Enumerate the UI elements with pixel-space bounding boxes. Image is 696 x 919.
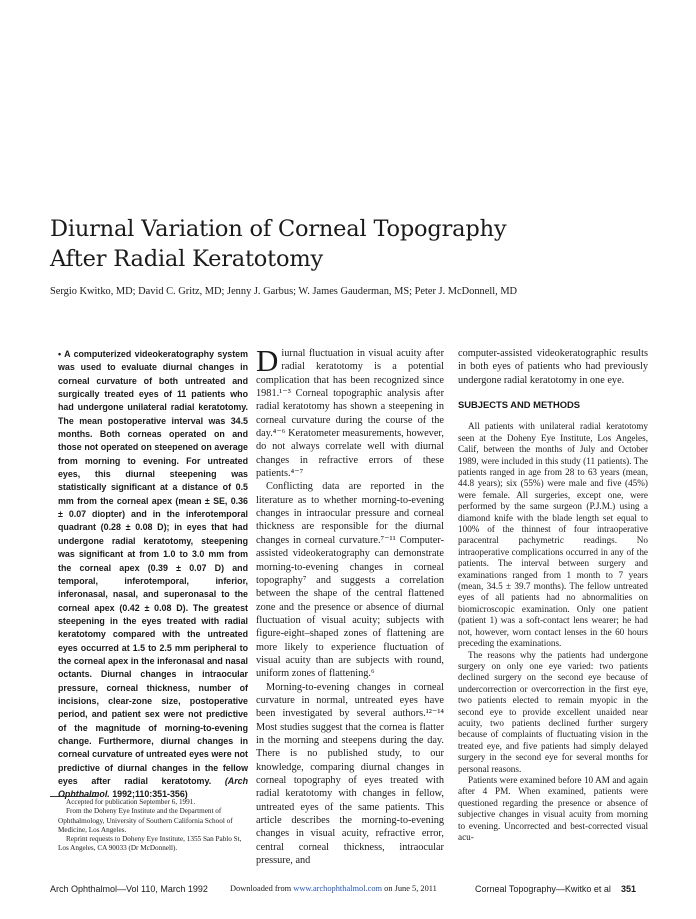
article-title	[50, 214, 650, 274]
article-title-line-2: After Radial Keratotomy	[50, 246, 323, 272]
download-link[interactable]: www.archophthalmol.com	[293, 884, 383, 893]
download-prefix: Downloaded from	[230, 884, 294, 893]
intro-paragraph-3: Morning-to-evening changes in corneal curvature in normal, untreated eyes have been investigated by several authors.¹²⁻¹⁴ Most studies suggest that the cornea is flatter in the morning and steepens during the day. There is no published study, to our knowledge, comparing diurnal changes in corneal topography of eyes treated with radial keratotomy with changes in fellow, untreated eyes of the same patients. This article describes the morning-to-evening changes in visual acuity, refractive error, central corneal thickness, intraocular pressure, and	[256, 681, 444, 867]
abstract	[58, 348, 248, 802]
citation-details: 1992;110:351-356)	[109, 789, 188, 800]
footer-journal-info: Arch Ophthalmol—Vol 110, March 1992	[50, 884, 208, 894]
intro-continuation: computer-assisted videokeratographic results in both eyes of patients who had previously undergone radial keratotomy in one eye.	[458, 348, 648, 386]
footnotes	[58, 798, 254, 854]
body-column-2	[256, 343, 444, 867]
drop-cap: D	[256, 343, 279, 378]
page-footer	[50, 884, 650, 898]
citation-journal: (Arch Ophthalmol.	[58, 776, 249, 800]
footnote-divider	[50, 796, 98, 797]
article-title-line-1: Diurnal Variation of Corneal Topography	[50, 216, 507, 242]
methods-paragraph-2: The reasons why the patients had undergone surgery on only one eye varied: two patients declined surgery on the second eye because of undercorrection or overcorrection in the first eye, two patients elected to remain myopic in the second eye to provide excellent unaided near acuity, two patients declined further surgery because of complaints of fluctuating vision in the treated eye, and five patients had simply delayed surgery in the second eye for several months for personal reasons.	[458, 649, 648, 774]
footnote-reprints: Reprint requests to Doheny Eye Institute, 1355 San Pablo St, Los Angeles, CA 90033 (Dr McDonnell).	[58, 835, 242, 853]
download-suffix: on June 5, 2011	[382, 884, 437, 893]
footnote-accepted: Accepted for publication September 6, 1991.	[66, 798, 196, 806]
author-list: Sergio Kwitko, MD; David C. Gritz, MD; Jenny J. Garbus; W. James Gauderman, MS; Peter J. McDonnell, MD	[50, 286, 518, 297]
abstract-text: • A computerized videokeratography system was used to evaluate diurnal changes in corneal curvature of both untreated and surgically treated eyes of 11 patients who had undergone unilateral radial keratotomy. The mean postoperative interval was 34.5 months. Both corneas operated on and those not operated on steepened on average from morning to evening. For untreated eyes, this diurnal steepening was statistically significant at a distance of 0.5 mm from the corneal apex (mean ± SE, 0.36 ± 0.07 diopter) and in the inferotemporal quadrant (0.28 ± 0.08 D); in eyes that had undergone radial keratotomy, steepening was significant at from 1.0 to 3.0 mm from the corneal apex (0.39 ± 0.07 D) and temporal, inferotemporal, inferior, inferonasal, nasal, and superonasal to the corneal apex (0.42 ± 0.08 D). The greatest steepening in the eyes treated with radial keratotomy compared with the untreated eyes occurred at 1.5 to 2.5 mm peripheral to the corneal apex in the inferonasal and nasal octants. Diurnal changes in intraocular pressure, corneal thickness, number of incisions, clear-zone size, postoperative period, and patient sex were not predictive of the magnitude of morning-to-evening change. Furthermore, diurnal changes in corneal curvature of untreated eyes were not predictive of diurnal changes in the fellow eyes after radial keratotomy.	[58, 349, 248, 786]
page-number: 351	[620, 884, 636, 894]
intro-paragraph-1-text: iurnal fluctuation in visual acuity after radial keratotomy is a potential complication that has been recognized since 1981.¹⁻³ Corneal topographic analysis after radial keratotomy has shown a steepening in corneal curvature during the course of the day.⁴⁻⁶ Keratometer measurements, however, do not always correlate well with diurnal changes in refractive errors of these patients.⁴⁻⁷	[256, 348, 444, 480]
methods-paragraph-3: Patients were examined before 10 AM and again after 4 PM. When examined, patients were questioned regarding the presence or absence of subjective changes in visual acuity from morning to evening. Uncorrected and best-corrected visual acu-	[458, 774, 648, 842]
intro-paragraph-1	[256, 343, 444, 480]
footnote-affiliation: From the Doheny Eye Institute and the Department of Ophthalmology, University of Southern California School of Medicine, Los Angeles.	[58, 807, 233, 834]
methods-paragraph-1: All patients with unilateral radial keratotomy seen at the Doheny Eye Institute, Los Angeles, Calif, between the months of July and October 1989, were included in this study (11 patients). The patients ranged in age from 28 to 63 years (mean, 44.8 years); six (55%) were male and five (45%) were female. All surgeries, except one, were performed by the same surgeon (P.J.M.) using a diamond knife with the blade length set equal to 100% of the thinnest of four intraoperative paracentral pachymetric readings. No intraoperative complications occurred in any of the patients. The interval between surgery and examinations ranged from 1 month to 7 years (mean, 34.5 ± 39.7 months). The fellow untreated eyes of all patients had no abnormalities on biomicroscopic examination. Only one patient (patient 1) was a soft-contact lens wearer; he had not, however, worn contact lenses in the 60 hours preceding the examinations.	[458, 421, 648, 649]
footer-running-title: Corneal Topography—Kwitko et al	[475, 884, 611, 894]
intro-paragraph-2: Conflicting data are reported in the literature as to whether morning-to-evening changes in intraocular pressure and corneal thickness are responsible for the diurnal changes in corneal curvature.⁷⁻¹¹ Computer-assisted videokeratography can demonstrate morning-to-evening changes in corneal topography⁷ and suggests a correlation between the shape of the central flattened zone and the presence or absence of diurnal fluctuation of visual acuity; subjects with figure-eight–shaped zones of flattening are more likely to experience fluctuation of visual acuity than are subjects with round, uniform zones of flattening.⁶	[256, 481, 444, 680]
footer-download-notice	[230, 884, 437, 893]
section-heading: SUBJECTS AND METHODS	[458, 399, 581, 411]
body-column-3	[458, 347, 648, 843]
methods-text	[458, 421, 648, 843]
